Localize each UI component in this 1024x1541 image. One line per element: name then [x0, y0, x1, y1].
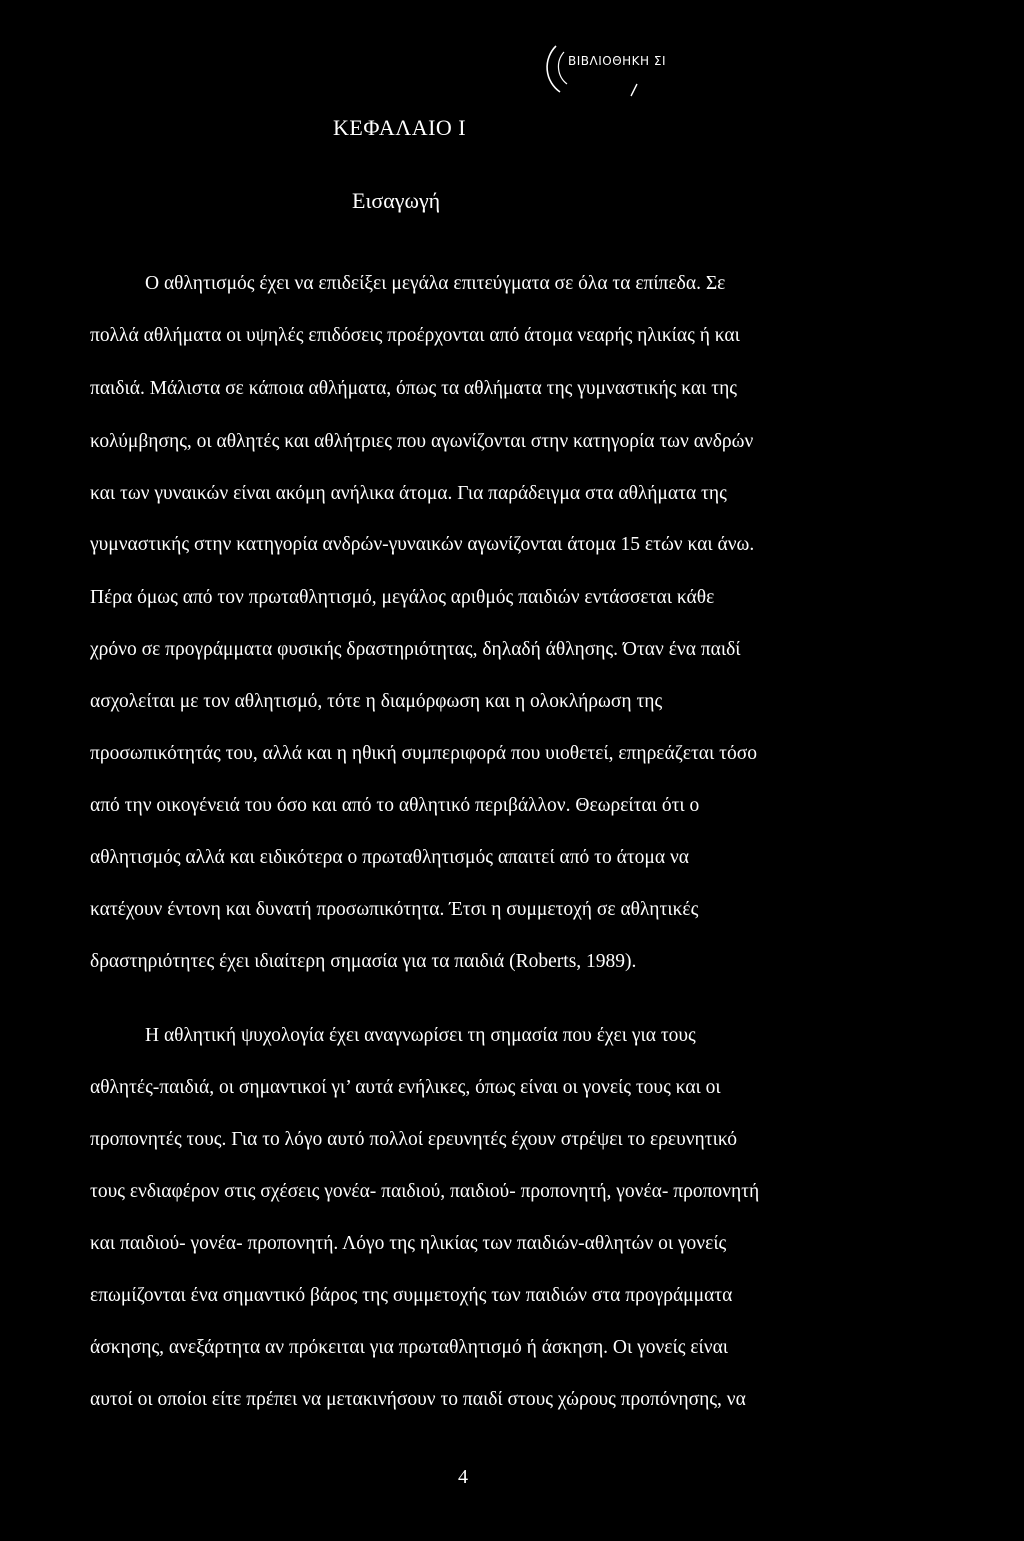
library-stamp — [534, 34, 667, 104]
text-line: κατέχουν έντονη και δυνατή προσωπικότητα. Έτσι η συμμετοχή σε αθλητικές — [90, 899, 699, 920]
page-number: 4 — [458, 1466, 468, 1488]
text-line: γυμναστικής στην κατηγορία ανδρών-γυναικών αγωνίζονται άτομα 15 ετών και άνω. — [90, 534, 755, 555]
text-line: και παιδιού- γονέα- προπονητή. Λόγο της ηλικίας των παιδιών-αθλητών οι γονείς — [90, 1233, 727, 1254]
text-line: αθλητές-παιδιά, οι σημαντικοί γι’ αυτά ενήλικες, όπως είναι οι γονείς τους και οι — [90, 1077, 721, 1098]
text-line: Πέρα όμως από τον πρωταθλητισμό, μεγάλος αριθμός παιδιών εντάσσεται κάθε — [90, 587, 715, 608]
text-line: και των γυναικών είναι ακόμη ανήλικα άτομα. Για παράδειγμα στα αθλήματα της — [90, 483, 727, 504]
text-line: κολύμβησης, οι αθλητές και αθλήτριες που αγωνίζονται στην κατηγορία των ανδρών — [90, 431, 754, 452]
text-line: ασχολείται με τον αθλητισμό, τότε η διαμόρφωση και η ολοκλήρωση της — [90, 691, 663, 712]
text-line: πολλά αθλήματα οι υψηλές επιδόσεις προέρχονται από άτομα νεαρής ηλικίας ή και — [90, 325, 740, 346]
text-line: δραστηριότητες έχει ιδιαίτερη σημασία για τα παιδιά (Roberts, 1989). — [90, 951, 637, 972]
text-line: Ο αθλητισμός έχει να επιδείξει μεγάλα επιτεύγματα σε όλα τα επίπεδα. Σε — [145, 273, 726, 294]
text-line: αθλητισμός αλλά και ειδικότερα ο πρωταθλητισμός απαιτεί από το άτομα να — [90, 847, 690, 868]
text-line: αυτοί οι οποίοι είτε πρέπει να μετακινήσουν το παιδί στους χώρους προπόνησης, να — [90, 1389, 746, 1410]
text-line: επωμίζονται ένα σημαντικό βάρος της συμμετοχής των παιδιών στα προγράμματα — [90, 1285, 733, 1306]
text-line: τους ενδιαφέρον στις σχέσεις γονέα- παιδιού, παιδιού- προπονητή, γονέα- προπονητή — [90, 1181, 760, 1202]
text-line: από την οικογένειά του όσο και από το αθλητικό περιβάλλον. Θεωρείται ότι ο — [90, 795, 700, 816]
stamp-seal-icon — [534, 34, 654, 104]
text-line: χρόνο σε προγράμματα φυσικής δραστηριότητας, δηλαδή άθλησης. Όταν ένα παιδί — [90, 639, 741, 660]
text-line: προσωπικότητάς του, αλλά και η ηθική συμπεριφορά που υιοθετεί, επηρεάζεται τόσο — [90, 743, 757, 764]
text-line: Η αθλητική ψυχολογία έχει αναγνωρίσει τη σημασία που έχει για τους — [145, 1025, 696, 1046]
chapter-title: ΚΕΦΑΛΑΙΟ Ι — [333, 115, 467, 140]
section-title: Εισαγωγή — [352, 188, 441, 213]
text-line: προπονητές τους. Για το λόγο αυτό πολλοί ερευνητές έχουν στρέψει το ερευνητικό — [90, 1129, 737, 1150]
text-line: άσκησης, ανεξάρτητα αν πρόκειται για πρωταθλητισμό ή άσκηση. Οι γονείς είναι — [90, 1337, 729, 1358]
text-line: παιδιά. Μάλιστα σε κάποια αθλήματα, όπως τα αθλήματα της γυμναστικής και της — [90, 378, 738, 399]
stamp-label: ΒΙΒΛΙΟΘΗΚΗ ΣΙ — [568, 54, 667, 68]
